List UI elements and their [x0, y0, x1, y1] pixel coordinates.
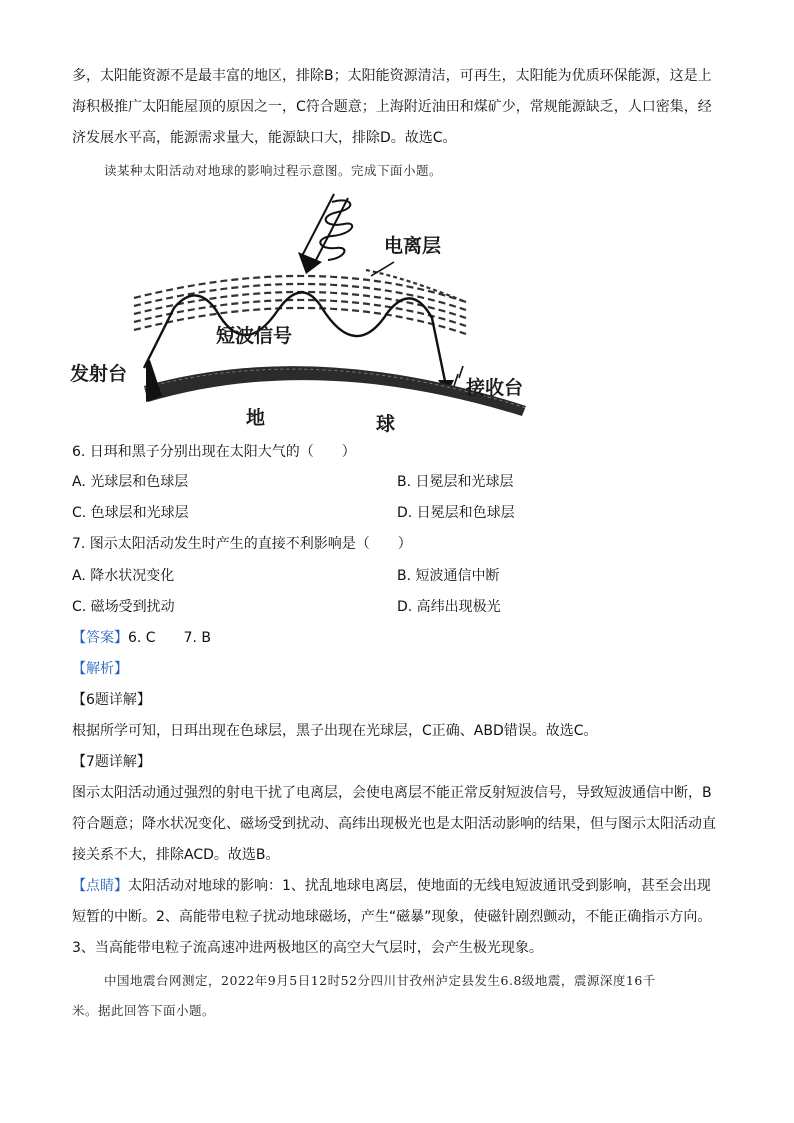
tip-line-2: 短暂的中断。2、高能带电粒子扰动地球磁场，产生“磁暴”现象，使磁针剧烈颤动，不能正确指示方向。: [72, 909, 712, 925]
solar-radiation-arrow: [298, 194, 352, 274]
transmitter-tower: [146, 360, 162, 402]
tip-text-1: 太阳活动对地球的影响：1、扰乱地球电离层，使地面的无线电短波通讯受到影响，甚至会出现: [128, 878, 711, 894]
earth-label-2: 球: [376, 413, 396, 435]
question-7-stem: 7. 图示太阳活动发生时产生的直接不利影响是（ ）: [72, 536, 412, 552]
intro-line-3: 济发展水平高，能源需求量大，能源缺口大，排除D。故选C。: [72, 130, 457, 146]
receiver-label: 接收台: [466, 377, 524, 399]
question-7-option-a[interactable]: A. 降水状况变化: [72, 568, 175, 584]
figure-caption: 读某种太阳活动对地球的影响过程示意图。完成下面小题。: [104, 163, 443, 178]
question-7-option-c[interactable]: C. 磁场受到扰动: [72, 599, 175, 615]
question-6-option-c[interactable]: C. 色球层和光球层: [72, 505, 189, 521]
question-6-option-a[interactable]: A. 光球层和色球层: [72, 474, 189, 490]
question-7-option-d[interactable]: D. 高纬出现极光: [397, 599, 501, 615]
tip-line-1: [72, 876, 711, 896]
signal-label: 短波信号: [216, 325, 293, 347]
answer-text: 6. C 7. B: [128, 630, 211, 646]
detail-7-line-2: 符合题意；降水状况变化、磁场受到扰动、高纬出现极光也是太阳活动影响的结果，但与图示太阳活动直: [72, 816, 716, 832]
answer-label: 【答案】: [72, 630, 128, 646]
solar-activity-diagram: [66, 190, 546, 435]
detail-6-text: 根据所学可知，日珥出现在色球层，黑子出现在光球层，C正确、ABD错误。故选C。: [72, 723, 598, 739]
intro-line-2: 海积极推广太阳能屋顶的原因之一，C符合题意；上海附近油田和煤矿少，常规能源缺乏，人口密集，经: [72, 99, 712, 115]
receiver-antenna: [454, 366, 463, 386]
question-7-option-b[interactable]: B. 短波通信中断: [397, 568, 500, 584]
detail-6-label: 【6题详解】: [72, 692, 151, 708]
earth-label-1: 地: [246, 407, 266, 429]
question-6-stem: 6. 日珥和黑子分别出现在太阳大气的（ ）: [72, 444, 356, 460]
answer-row: [72, 628, 211, 648]
analysis-label: 【解析】: [72, 661, 128, 677]
intro-line-1: 多，太阳能资源不是最丰富的地区，排除B；太阳能资源清洁，可再生，太阳能为优质环保能源，这是上: [72, 68, 712, 84]
detail-7-label: 【7题详解】: [72, 754, 151, 770]
transmitter-label: 发射台: [70, 363, 128, 385]
next-caption-line-1: 中国地震台网测定，2022年9月5日12时52分四川甘孜州泸定县发生6.8级地震，震源深度16千: [104, 973, 656, 988]
detail-7-line-3: 接关系不大，排除ACD。故选B。: [72, 847, 280, 863]
question-6-option-b[interactable]: B. 日冕层和光球层: [397, 474, 514, 490]
question-6-option-d[interactable]: D. 日冕层和色球层: [397, 505, 515, 521]
ionosphere-label: 电离层: [384, 235, 442, 257]
tip-label: 【点睛】: [72, 878, 128, 894]
ionosphere-band: [134, 270, 466, 334]
tip-line-3: 3、当高能带电粒子流高速冲进两极地区的高空大气层时，会产生极光现象。: [72, 940, 543, 956]
detail-7-line-1: 图示太阳活动通过强烈的射电干扰了电离层，会使电离层不能正常反射短波信号，导致短波通信中断，B: [72, 785, 712, 801]
next-caption-line-2: 米。据此回答下面小题。: [72, 1003, 216, 1018]
